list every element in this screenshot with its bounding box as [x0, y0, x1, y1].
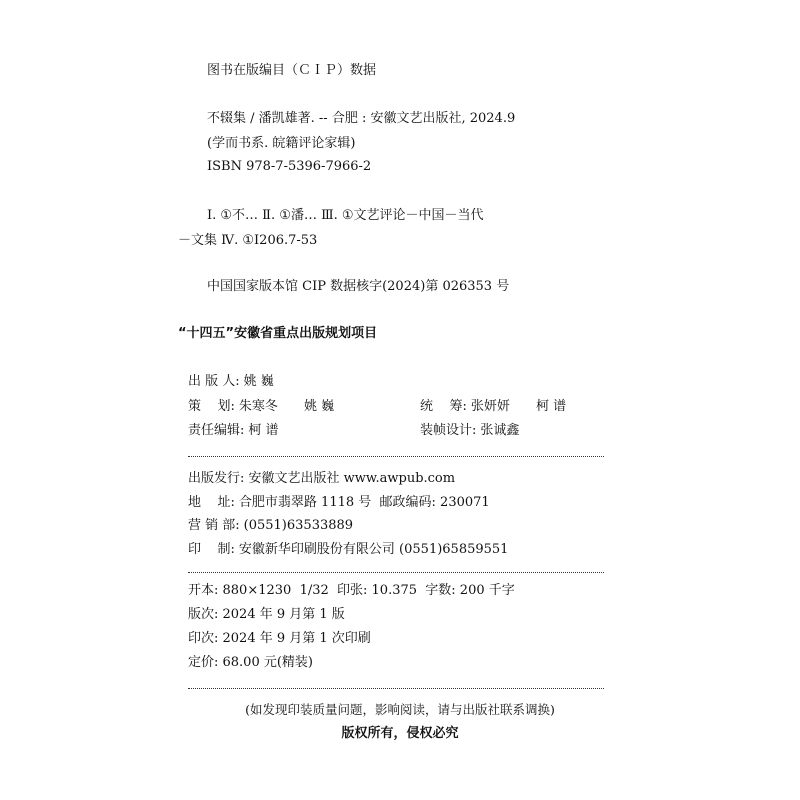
- coordinator-label: 统 筹:: [420, 399, 467, 414]
- sales-row: [188, 519, 353, 532]
- planner-name-2: 姚 巍: [303, 399, 335, 414]
- coordinator-name-2: 柯 谱: [535, 399, 567, 414]
- designer-name: 张诚鑫: [480, 423, 520, 438]
- distribution-line: 出版发行: 安徽文艺出版社 www.awpub.com: [188, 471, 456, 486]
- printer-row: [188, 543, 508, 556]
- address-row: [188, 496, 490, 509]
- publisher-row: [188, 375, 274, 388]
- editor-row: [188, 424, 279, 437]
- printing-line: 印次: 2024 年 9 月第 1 次印刷: [188, 631, 371, 646]
- divider-1: [188, 456, 604, 457]
- editor-name: 柯 谱: [248, 423, 279, 438]
- project-heading: “十四五”安徽省重点出版规划项目: [178, 326, 378, 341]
- designer-label: 装帧设计:: [420, 423, 477, 438]
- divider-2: [188, 572, 604, 573]
- address-label: 地 址:: [188, 495, 235, 510]
- cip-record-number: 中国国家版本馆 CIP 数据核字(2024)第 026353 号: [207, 279, 510, 294]
- planner-label: 策 划:: [188, 399, 235, 414]
- cip-classification-line-cont: －文集 Ⅳ. ①I206.7-53: [178, 233, 318, 248]
- address-value: 合肥市翡翠路 1118 号 邮政编码: 230071: [238, 495, 490, 510]
- publisher-name: 姚 巍: [243, 374, 274, 389]
- divider-3: [188, 688, 604, 689]
- copyright-notice: 版权所有，侵权必究: [341, 726, 459, 741]
- coordinator-name-1: 张妍妍: [470, 399, 510, 414]
- sales-label: 营 销 部:: [188, 518, 240, 533]
- printer-label: 印 制:: [188, 542, 235, 557]
- cip-classification-line: Ⅰ. ①不… Ⅱ. ①潘… Ⅲ. ①文艺评论－中国－当代: [207, 208, 484, 223]
- coordinator-row: [420, 400, 566, 413]
- designer-row: [420, 424, 519, 437]
- planner-name-1: 朱寒冬: [238, 399, 278, 414]
- publisher-label: 出 版 人:: [188, 374, 240, 389]
- edition-line: 版次: 2024 年 9 月第 1 版: [188, 607, 345, 622]
- editor-label: 责任编辑:: [188, 423, 245, 438]
- cip-title-line: 不辍集 / 潘凯雄著. -- 合肥 : 安徽文艺出版社, 2024.9: [207, 111, 516, 126]
- printer-value: 安徽新华印刷股份有限公司 (0551)65859551: [238, 542, 509, 557]
- format-line: 开本: 880×1230 1/32 印张: 10.375 字数: 200 千字: [188, 583, 515, 598]
- planner-row: [188, 400, 334, 413]
- cip-isbn-line: ISBN 978-7-5396-7966-2: [207, 159, 372, 174]
- cip-heading: 图书在版编目（ＣＩＰ）数据: [207, 63, 377, 78]
- quality-notice: (如发现印装质量问题，影响阅读，请与出版社联系调换): [245, 702, 555, 717]
- cip-series-line: (学而书系. 皖籍评论家辑): [207, 136, 356, 151]
- price-line: 定价: 68.00 元(精装): [188, 655, 314, 670]
- sales-value: (0551)63533889: [243, 518, 354, 533]
